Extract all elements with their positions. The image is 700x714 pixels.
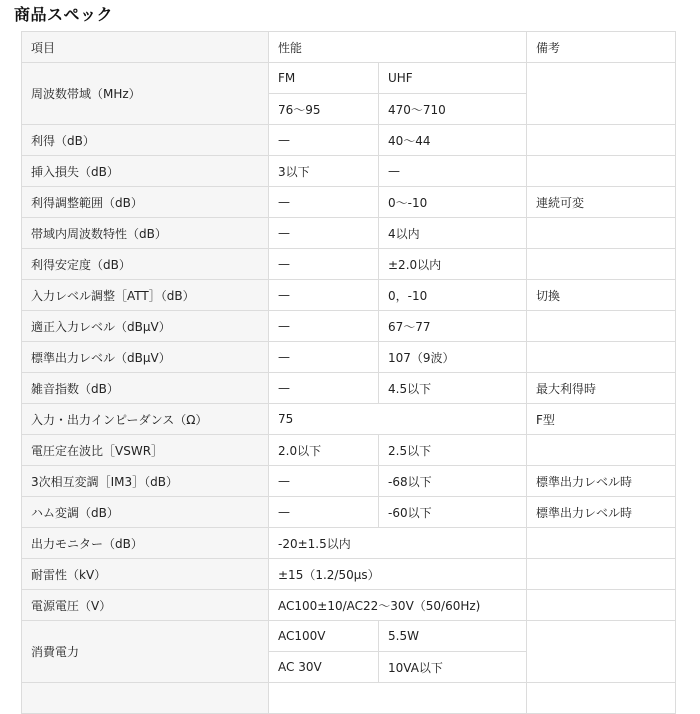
row-label: 利得（dB） — [22, 125, 269, 156]
power-value: 10VA以下 — [379, 652, 527, 683]
fm-value: — — [269, 280, 379, 311]
table-row — [22, 187, 676, 218]
frequency-remarks — [527, 63, 676, 125]
power-condition: AC 30V — [269, 652, 379, 683]
row-label: 利得調整範囲（dB） — [22, 187, 269, 218]
fm-label: FM — [269, 63, 379, 94]
merged-value: ±15（1.2/50μs） — [269, 559, 527, 590]
uhf-value: 40～44 — [379, 125, 527, 156]
remarks-value — [527, 342, 676, 373]
row-label: 耐雷性（kV） — [22, 559, 269, 590]
row-label: 入力レベル調整［ATT］（dB） — [22, 280, 269, 311]
remarks-value: 最大利得時 — [527, 373, 676, 404]
uhf-value: 4.5以下 — [379, 373, 527, 404]
row-label: 雑音指数（dB） — [22, 373, 269, 404]
spec-table — [21, 31, 676, 714]
uhf-value: 67～77 — [379, 311, 527, 342]
header-item: 項目 — [22, 32, 269, 63]
table-row — [22, 590, 676, 621]
uhf-value: 2.5以下 — [379, 435, 527, 466]
uhf-value: -68以下 — [379, 466, 527, 497]
fm-value: 3以下 — [269, 156, 379, 187]
fm-range: 76～95 — [269, 94, 379, 125]
uhf-value: 107（9波） — [379, 342, 527, 373]
row-label: 挿入損失（dB） — [22, 156, 269, 187]
frequency-label: 周波数帯域（MHz） — [22, 63, 269, 125]
fm-value: 2.0以下 — [269, 435, 379, 466]
header-remarks: 備考 — [527, 32, 676, 63]
table-row — [22, 497, 676, 528]
power-remarks — [527, 621, 676, 683]
impedance-value: 75 — [269, 404, 527, 435]
fm-value: — — [269, 311, 379, 342]
table-row-power — [22, 621, 676, 652]
uhf-value: 0～-10 — [379, 187, 527, 218]
uhf-value: — — [379, 156, 527, 187]
uhf-value: -60以下 — [379, 497, 527, 528]
remarks-value — [527, 156, 676, 187]
row-label: 電圧定在波比［VSWR］ — [22, 435, 269, 466]
row-label: ハム変調（dB） — [22, 497, 269, 528]
merged-value: AC100±10/AC22～30V（50/60Hz) — [269, 590, 527, 621]
remarks-value — [527, 249, 676, 280]
table-row — [22, 435, 676, 466]
power-condition: AC100V — [269, 621, 379, 652]
table-row — [22, 249, 676, 280]
row-label: 帯域内周波数特性（dB） — [22, 218, 269, 249]
uhf-value: 4以内 — [379, 218, 527, 249]
table-row — [22, 218, 676, 249]
row-label: 適正入力レベル（dBμV） — [22, 311, 269, 342]
row-label: 利得安定度（dB） — [22, 249, 269, 280]
table-row — [22, 280, 676, 311]
merged-value: -20±1.5以内 — [269, 528, 527, 559]
table-row — [22, 125, 676, 156]
uhf-range: 470～710 — [379, 94, 527, 125]
remarks-value — [527, 590, 676, 621]
table-row — [22, 559, 676, 590]
uhf-value: 0，-10 — [379, 280, 527, 311]
remarks-value — [527, 559, 676, 590]
row-label: 3次相互変調［IM3］（dB） — [22, 466, 269, 497]
remarks-value — [527, 528, 676, 559]
uhf-value: ±2.0以内 — [379, 249, 527, 280]
remarks-value: 切換 — [527, 280, 676, 311]
row-label: 出力モニター（dB） — [22, 528, 269, 559]
fm-value: — — [269, 497, 379, 528]
remarks-empty — [527, 683, 676, 714]
fm-value: — — [269, 125, 379, 156]
fm-value: — — [269, 187, 379, 218]
fm-value: — — [269, 466, 379, 497]
fm-value: — — [269, 249, 379, 280]
remarks-value: 標準出力レベル時 — [527, 466, 676, 497]
table-row — [22, 342, 676, 373]
impedance-remarks: F型 — [527, 404, 676, 435]
table-row — [22, 373, 676, 404]
fm-value: — — [269, 218, 379, 249]
power-label: 消費電力 — [22, 621, 269, 683]
table-row — [22, 528, 676, 559]
remarks-value: 標準出力レベル時 — [527, 497, 676, 528]
table-header-row — [22, 32, 676, 63]
power-value: 5.5W — [379, 621, 527, 652]
table-row-frequency — [22, 63, 676, 94]
uhf-label: UHF — [379, 63, 527, 94]
table-row — [22, 466, 676, 497]
row-label-empty — [22, 683, 269, 714]
remarks-value — [527, 125, 676, 156]
fm-value: — — [269, 342, 379, 373]
table-row — [22, 311, 676, 342]
table-row-partial — [22, 683, 676, 714]
page-title: 商品スペック — [14, 5, 114, 24]
remarks-value — [527, 435, 676, 466]
remarks-value — [527, 218, 676, 249]
header-performance: 性能 — [269, 32, 527, 63]
row-label: 標準出力レベル（dBμV） — [22, 342, 269, 373]
value-empty — [269, 683, 527, 714]
table-row-impedance — [22, 404, 676, 435]
remarks-value: 連続可変 — [527, 187, 676, 218]
row-label: 電源電圧（V） — [22, 590, 269, 621]
fm-value: — — [269, 373, 379, 404]
table-row — [22, 156, 676, 187]
remarks-value — [527, 311, 676, 342]
impedance-label: 入力・出力インピーダンス（Ω） — [22, 404, 269, 435]
